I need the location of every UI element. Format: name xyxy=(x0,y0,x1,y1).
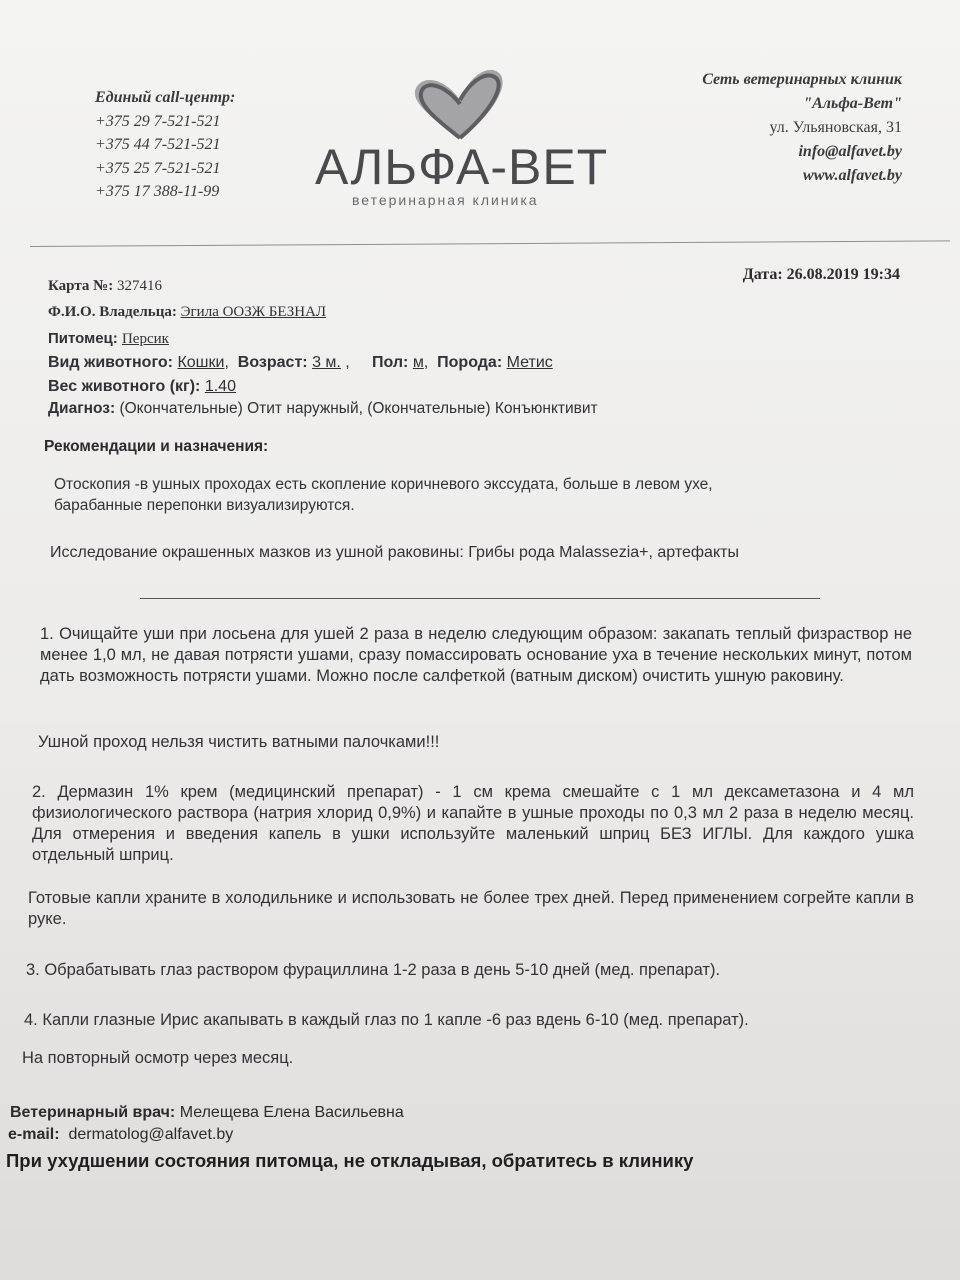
network-email: info@alfavet.by xyxy=(798,143,902,160)
section-divider xyxy=(140,598,820,599)
species-value: Кошки xyxy=(177,354,225,371)
recommendation-item-1: 1. Очищайте уши при лосьена для ушей 2 раза в неделю следующим образом: закапать теплый физраствор не менее 1,0 мл, не давая потрясти ушами, сразу помассировать основание уха в течение нескольких минут, потом дать возможность потрясти ушами. Можно после салфеткой (ватным диском) очистить ушную раковину. xyxy=(40,625,912,685)
visit-date xyxy=(743,266,900,284)
doctor-email: dermatolog@alfavet.by xyxy=(68,1126,234,1143)
network-title: Сеть ветеринарных клиник xyxy=(702,71,902,88)
species-label: Вид животного: xyxy=(48,354,173,371)
pet-value: Персик xyxy=(121,331,169,347)
doctor-label: Ветеринарный врач: xyxy=(10,1104,176,1121)
network-name: "Альфа-Вет" xyxy=(803,95,902,112)
followup-note: На повторный осмотр через месяц. xyxy=(22,1049,294,1067)
drops-storage-note: Готовые капли храните в холодильнике и использовать не более трех дней. Перед применением согрейте капли в руке. xyxy=(28,889,914,928)
doctor-row xyxy=(10,1104,404,1122)
clinic-network-block xyxy=(702,68,902,188)
doctor-email-label: e-mail: xyxy=(8,1126,60,1143)
animal-details-row: Вид животного: Кошки, Возраст: 3 м. , Пол: м, Порода: Метис xyxy=(48,354,553,371)
diagnosis-value: (Окончательные) Отит наружный, (Окончательные) Конъюнктивит xyxy=(119,400,598,417)
doctor-name: Мелещева Елена Васильевна xyxy=(179,1104,404,1121)
recommendations-heading: Рекомендации и назначения: xyxy=(44,438,269,455)
weight-row xyxy=(48,378,236,396)
network-website: www.alfavet.by xyxy=(803,167,902,184)
card-number-row xyxy=(48,278,162,295)
phone-2: +375 44 7-521-521 xyxy=(95,136,221,153)
otoscopy-paragraph xyxy=(54,474,834,516)
call-center-block xyxy=(95,86,235,204)
logo-tagline: ветеринарная клиника xyxy=(352,192,539,208)
header-divider xyxy=(30,240,950,247)
sex-label: Пол: xyxy=(371,354,409,371)
breed-value: Метис xyxy=(506,354,553,371)
age-label: Возраст: xyxy=(237,354,308,371)
recommendation-item-2: 2. Дермазин 1% крем (медицинский препарат) - 1 см крема смешайте с 1 мл дексаметазона и 4 мл физиологического раствора (натрия хлорид 0,9%) и капайте в ушные проходы по 0,3 мл 2 раза в неделю месяц. Для отмерения и введения капель в ушки используйте маленький шприц БЕЗ ИГЛЫ. Для каждого ушка отдельный шприц. xyxy=(32,783,914,864)
call-center-label: Единый call-центр: xyxy=(95,89,236,106)
date-label: Дата: xyxy=(742,266,783,283)
cotton-swab-warning: Ушной проход нельзя чистить ватными палочками!!! xyxy=(38,733,440,751)
diagnosis-row xyxy=(48,400,598,418)
worsening-notice: При ухудшении состояния питомца, не откладывая, обратитесь в клинику xyxy=(6,1150,694,1171)
sex-value: м xyxy=(412,354,424,371)
breed-label: Порода: xyxy=(437,354,503,371)
logo-wordmark: АЛЬФА-ВЕТ xyxy=(315,139,609,195)
recommendation-item-4: 4. Капли глазные Ирис акапывать в каждый глаз по 1 капле -6 раз вдень 6-10 (мед. препарат). xyxy=(24,1011,749,1029)
otoscopy-line-2: барабанные перепонки визуализируются. xyxy=(54,497,355,514)
phone-3: +375 25 7-521-521 xyxy=(95,159,221,177)
owner-value: Эгила ООЗЖ БЕЗНАЛ xyxy=(180,304,327,320)
pet-label: Питомец: xyxy=(48,330,118,347)
phone-4: +375 17 388-11-99 xyxy=(95,183,220,200)
phone-1: +375 29 7-521-521 xyxy=(95,112,221,130)
weight-value: 1.40 xyxy=(204,378,236,395)
card-number-label: Карта №: xyxy=(48,278,114,294)
pet-row xyxy=(48,330,169,348)
network-address: ул. Ульяновская, 31 xyxy=(769,119,902,136)
smear-result: Исследование окрашенных мазков из ушной раковины: Грибы рода Malassezia+, артефакты xyxy=(50,544,739,561)
owner-label: Ф.И.О. Владельца: xyxy=(48,304,177,320)
date-value: 26.08.2019 19:34 xyxy=(786,266,900,283)
recommendation-item-3: 3. Обрабатывать глаз раствором фурациллина 1-2 раза в день 5-10 дней (мед. препарат). xyxy=(26,961,721,979)
card-number-value: 327416 xyxy=(116,278,162,294)
diagnosis-label: Диагноз: xyxy=(48,400,116,417)
age-value: 3 м. xyxy=(312,354,341,371)
doctor-email-row xyxy=(8,1126,233,1144)
owner-row xyxy=(48,304,326,321)
otoscopy-line-1: Отоскопия -в ушных проходах есть скопление коричневого экссудата, больше в левом ухе, xyxy=(54,476,713,493)
weight-label: Вес животного (кг): xyxy=(48,378,201,395)
